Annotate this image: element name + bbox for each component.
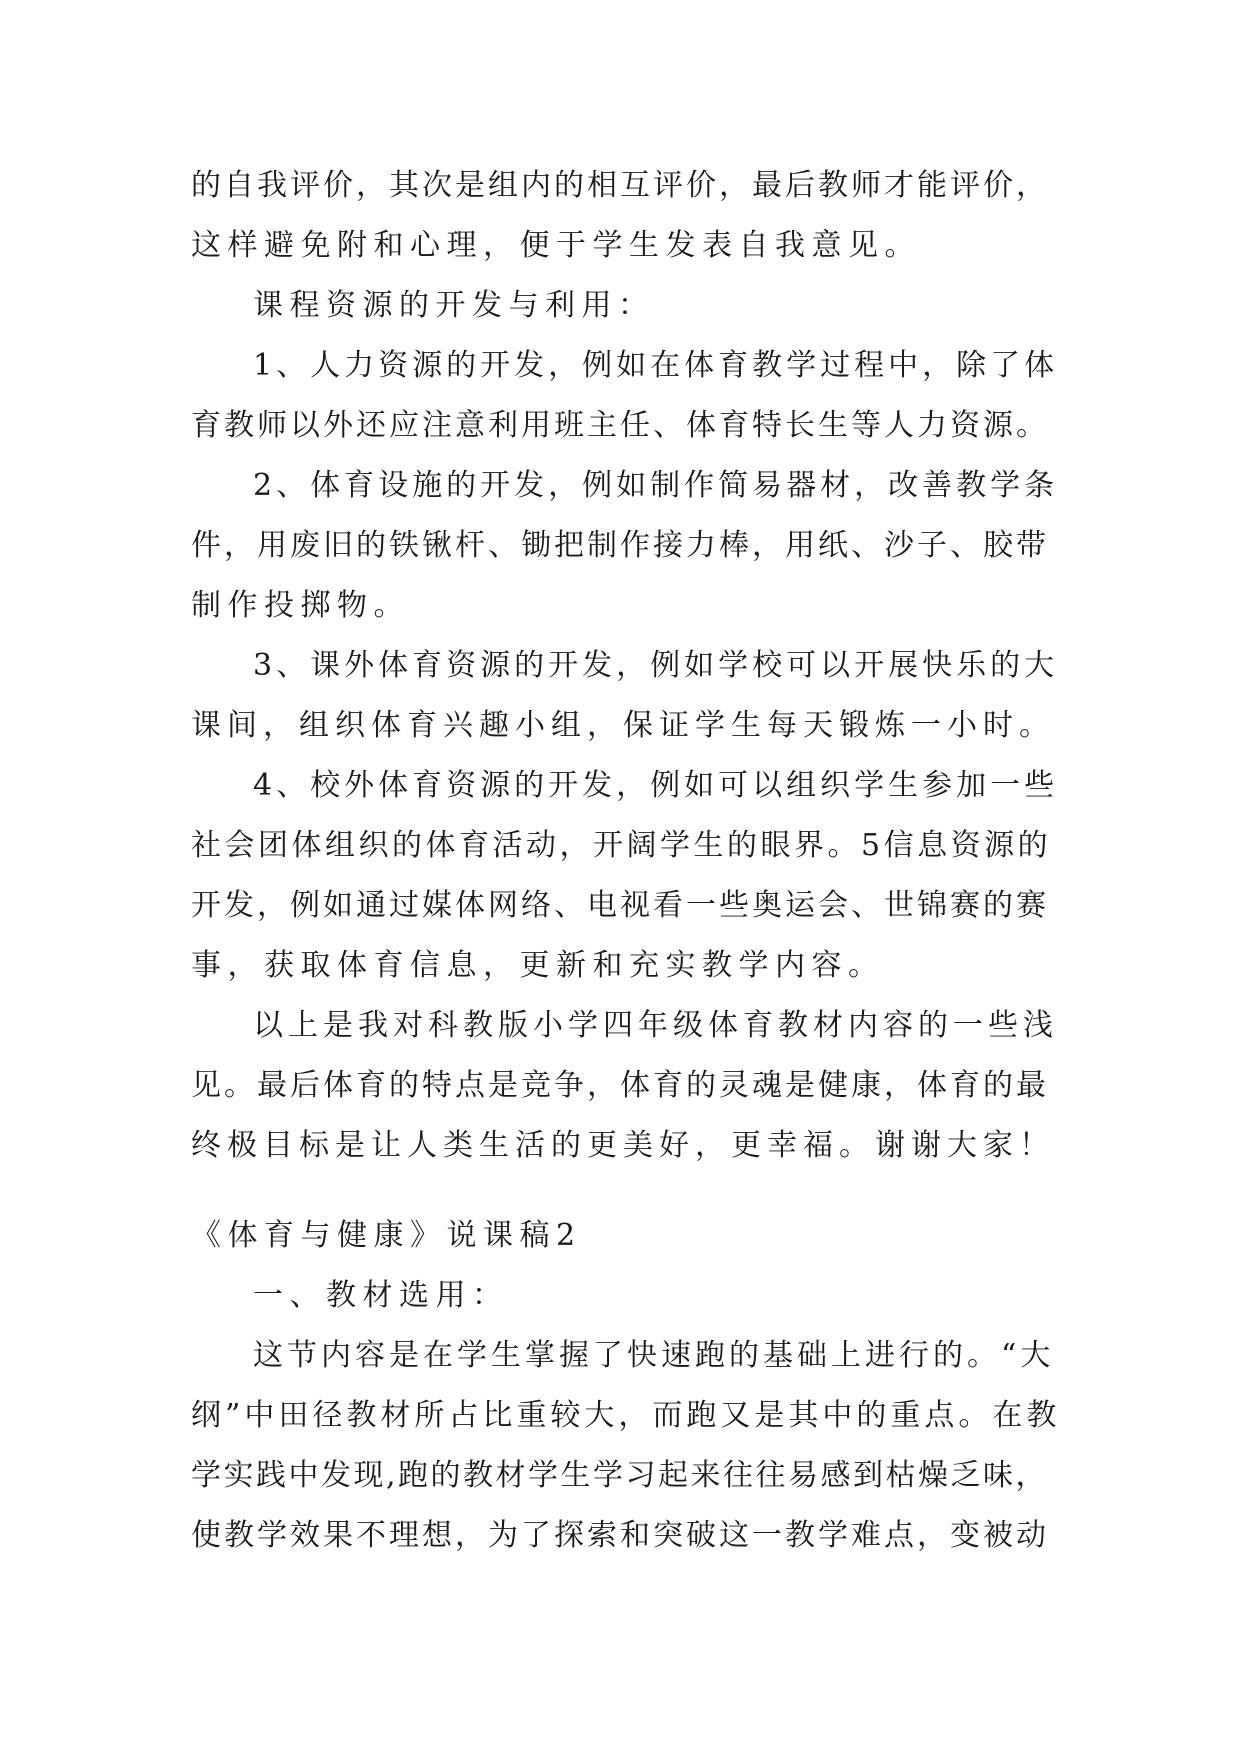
text-line: 3、课外体育资源的开发，例如学校可以开展快乐的大 bbox=[253, 648, 1059, 683]
text-line: 以上是我对科教版小学四年级体育教材内容的一些浅 bbox=[253, 1008, 1058, 1043]
text-line: 课程资源的开发与利用： bbox=[253, 288, 655, 323]
text-line: 的自我评价，其次是组内的相互评价，最后教师才能评价， bbox=[191, 168, 1049, 203]
text-line: 这节内容是在学生掌握了快速跑的基础上进行的。“大 bbox=[253, 1338, 1055, 1373]
text-line: 学实践中发现,跑的教材学生学习起来往往易感到枯燥乏味， bbox=[191, 1458, 1049, 1493]
text-line: 使教学效果不理想，为了探索和突破这一教学难点，变被动 bbox=[191, 1518, 1049, 1553]
text-line: 4、校外体育资源的开发，例如可以组织学生参加一些 bbox=[253, 768, 1059, 803]
text-line: 件，用废旧的铁锹杆、锄把制作接力棒，用纸、沙子、胶带 bbox=[191, 528, 1049, 563]
text-line: 制作投掷物。 bbox=[191, 588, 410, 623]
text-line: 终极目标是让人类生活的更美好，更幸福。谢谢大家！ bbox=[191, 1128, 1055, 1163]
text-line: 事，获取体育信息，更新和充实教学内容。 bbox=[191, 948, 885, 983]
text-line: 课间，组织体育兴趣小组，保证学生每天锻炼一小时。 bbox=[191, 708, 1055, 743]
text-line: 一、教材选用： bbox=[253, 1278, 509, 1313]
text-line: 育教师以外还应注意利用班主任、体育特长生等人力资源。 bbox=[191, 408, 1049, 443]
text-line: 2、体育设施的开发，例如制作简易器材，改善教学条 bbox=[253, 468, 1059, 503]
text-line: 这样避免附和心理，便于学生发表自我意见。 bbox=[191, 228, 921, 263]
text-line: 1、人力资源的开发，例如在体育教学过程中，除了体 bbox=[253, 348, 1059, 383]
text-line: 开发，例如通过媒体网络、电视看一些奥运会、世锦赛的赛 bbox=[191, 888, 1049, 923]
section-heading: 《体育与健康》说课稿2 bbox=[191, 1218, 582, 1253]
text-line: 社会团体组织的体育活动，开阔学生的眼界。5信息资源的 bbox=[191, 828, 1052, 863]
text-line: 见。最后体育的特点是竞争，体育的灵魂是健康，体育的最 bbox=[191, 1068, 1049, 1103]
text-line: 纲”中田径教材所占比重较大，而跑又是其中的重点。在教 bbox=[191, 1398, 1061, 1433]
